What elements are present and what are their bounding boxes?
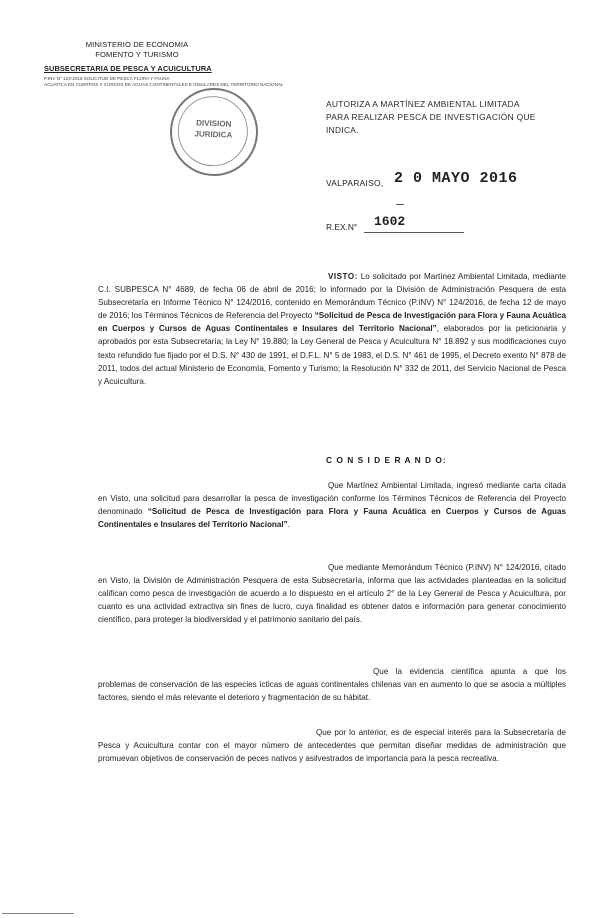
stamp-line1: DIVISION bbox=[196, 118, 232, 129]
considerando-2: Que mediante Memorándum Técnico (P.INV) N° 124/2016, citado en Visto, la División de Administración Pesquera de esta Subsecretaría, informa que las actividades planteadas en la solicitud califican como pesca de investigación de acuerdo a lo dispuesto en el artículo 2° de la Ley General de Pesca y Acuicultura, por cuanto es una actividad extractiva sin fines de lucro, cuya finalidad es obtener datos e información para generar conocimiento científico, para proteger la biodiversidad y el patrimonio sanitario del país. bbox=[98, 563, 566, 625]
visto-paragraph bbox=[98, 270, 566, 388]
resolution-title bbox=[326, 98, 566, 138]
header-sub-line2: ACUATICA EN CUERPOS Y CURSOS DE AGUAS CONTINENTALES E INSULARES DEL TERRITORIO NACIONAL bbox=[44, 82, 284, 87]
c1-text1: Que Martínez Ambiental Limitada, ingresó mediante carta citada en Visto, una solicitud para desarrollar la pesca de investigación conforme los Términos Técnicos de Referencia del Proyecto denominado bbox=[98, 481, 566, 517]
considerando-1 bbox=[98, 479, 566, 531]
title-line3: INDICA. bbox=[326, 125, 359, 136]
subsecretaria-title: SUBSECRETARIA DE PESCA Y ACUICULTURA bbox=[44, 64, 212, 73]
res-number-underline bbox=[364, 232, 464, 233]
c1-text2: . bbox=[287, 520, 290, 530]
visto-text2: , elaborados por la peticionaria y aprobados por esta Subsecretaría; la Ley N° 19.880; la Ley General de Pesca y Acuicultura N° 18.892 y sus modificaciones cuyo texto refundido fue fijado por el D.S. N° 430 de 1991, el D.F.L. N° 5 de 1983, el D.S. N° 461 de 1995, el Decreto exento N° 878 de 2011, todos del actual Ministerio de Economía, Fomento y Turismo; la Resolución N° 332 de 2011, del Servicio Nacional de Pesca y Acuicultura. bbox=[98, 324, 567, 386]
stamp-text bbox=[185, 117, 242, 141]
title-line1: AUTORIZA A MARTÍNEZ AMBIENTAL LIMITADA bbox=[326, 99, 520, 109]
res-label: R.EX.N° bbox=[326, 222, 358, 232]
c1-project-name: “Solicitud de Pesca de Investigación para Flora y Fauna Acuática en Cuerpos y Cursos de Aguas Continentales e Insulares del Territorio Nacional” bbox=[98, 507, 566, 530]
title-line2: PARA REALIZAR PESCA DE INVESTIGACIÓN QUE bbox=[326, 112, 536, 123]
division-juridica-stamp bbox=[164, 82, 263, 181]
res-number: 1602 bbox=[374, 214, 406, 229]
resolution-date: 2 0 MAYO 2016 bbox=[394, 170, 518, 187]
visto-text1: Lo solicitado por Martínez Ambiental Limitada, mediante C.I. SUBPESCA N° 4689, de fecha 06 de abril de 2016; lo informado por la División de Administración Pesquera de esta Subsecretaría en Informe Técnico N° 124/2016, contenido en Memorándum Técnico (P.INV) N° 124/2016, de fecha 12 de mayo de 2016; los Términos Técnicos de Referencia del Proyecto bbox=[98, 272, 566, 321]
header-sub-line1: P.INV N° 124-2016 SOLICITUD DE PESCA FLORA Y FAUNA bbox=[44, 76, 170, 81]
considerando-heading: C O N S I D E R A N D O: bbox=[326, 455, 447, 465]
ministry-line1: MINISTERIO DE ECONOMIA bbox=[85, 40, 189, 49]
visto-lead: VISTO: bbox=[328, 272, 358, 281]
scan-edge-mark bbox=[2, 913, 74, 914]
stamp-line2: JURIDICA bbox=[194, 129, 233, 140]
place-label: VALPARAISO, bbox=[326, 178, 384, 188]
visto-project-name: “Solicitud de Pesca de Investigación para Flora y Fauna Acuática en Cuerpos y Cursos de Aguas Continentales e Insulares del Territorio Nacional” bbox=[98, 311, 566, 334]
dash-mark bbox=[396, 204, 404, 205]
ministry-line2: FOMENTO Y TURISMO bbox=[95, 50, 179, 59]
considerando-4: Que por lo anterior, es de especial interés para la Subsecretaría de Pesca y Acuicultura contar con el mayor número de antecedentes que permitan diseñar medidas de administración que promuevan objetivos de conservación de peces nativos y asilvestrados de importancia para la pesca recreativa. bbox=[98, 728, 566, 764]
considerando-3: Que la evidencia científica apunta a que los problemas de conservación de las especies ícticas de aguas continentales chilenas van en aumento lo que se asocia a múltiples factores, siendo el más relevante el deterioro y fragmentación de su hábitat. bbox=[98, 667, 566, 703]
ministry-header bbox=[62, 40, 212, 60]
